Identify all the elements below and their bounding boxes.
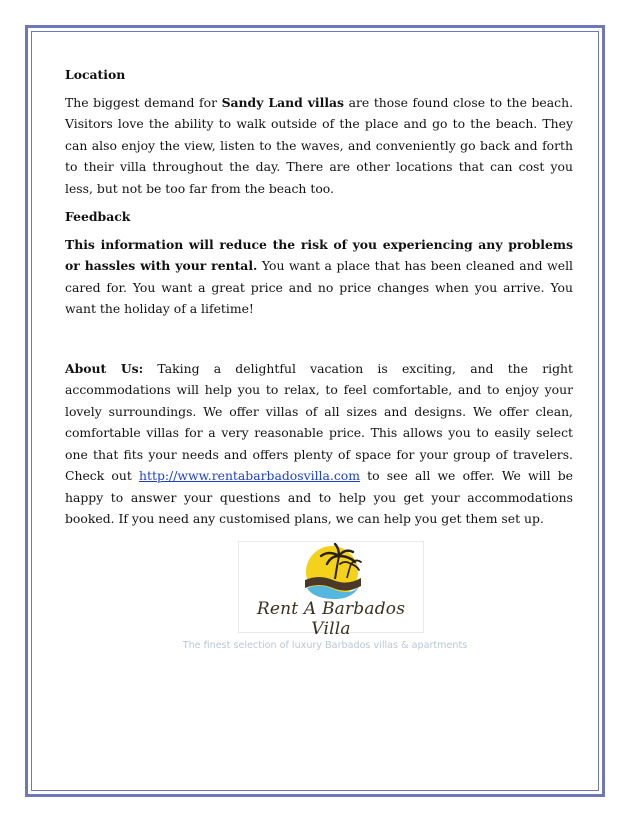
location-heading: Location: [65, 67, 126, 82]
about-text-end: to see all we offer. We will be happy to answer your questions and to help you get your accommodations booked. If you need any customised plans, we can help you get them set up.: [65, 468, 573, 526]
logo-name: Rent A Barbados Villa: [256, 599, 406, 639]
feedback-bold-text: This information will reduce the risk of you experiencing any problems or hassles with your rental.: [65, 236, 573, 273]
about-text-start: Taking a delightful vacation is exciting, and the right accommodations will help you to relax, to feel comfortable, and to enjoy your lovely surroundings. We offer villas of all sizes and designs. We offer clean, comfortable villas for a very reasonable price. This allows you to easily select one that fits your needs and offers plenty of space for your group of travelers. Check out: [65, 360, 573, 483]
company-logo: [238, 541, 424, 639]
about-paragraph: [65, 358, 573, 530]
location-text-end: are those found close to the beach. Visitors love the ability to walk outside of the place and go to the beach. They can also enjoy the view, listen to the waves, and conveniently go back and forth to their villa throughout the day. There are other locations that can cost you less, but not be too far from the beach too.: [65, 94, 574, 196]
about-label: About Us:: [65, 360, 144, 376]
location-bold-text: Sandy Land villas: [221, 94, 345, 110]
sun-palm-logo-graphic: [239, 542, 425, 602]
logo-tagline: The finest selection of luxury Barbados villas & apartments: [182, 640, 468, 651]
website-link[interactable]: http://www.rentabarbadosvilla.com: [139, 468, 360, 483]
location-paragraph: [65, 92, 573, 200]
feedback-heading: Feedback: [65, 209, 131, 224]
feedback-paragraph: [65, 234, 573, 320]
document-body: [65, 64, 573, 530]
location-text-start: The biggest demand for: [65, 94, 222, 110]
feedback-text: You want a place that has been cleaned and well cared for. You want a great price and no price changes when you arrive. You want the holiday of a lifetime!: [65, 258, 574, 316]
